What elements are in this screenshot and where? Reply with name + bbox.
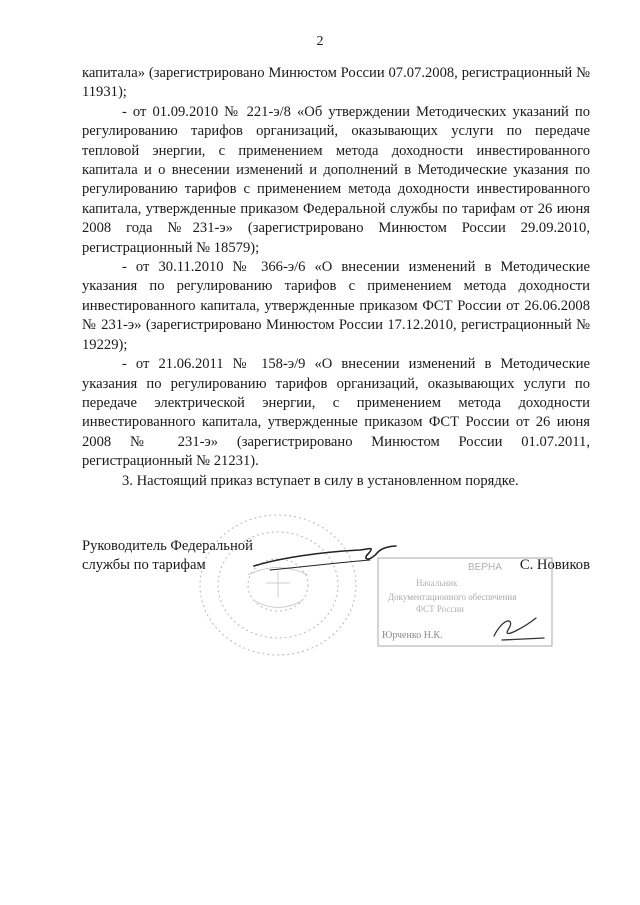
paragraph-4: - от 21.06.2011 № 158-э/9 «О внесении изменений в Методические указания по регулированию тарифов организаций, оказывающих услуги по передаче электрической энергии, с применением метода доходности инвестированного капитала, утвержденные приказом ФСТ России от 26 июня 2008 № 231-э» (зарегистрировано Минюстом России 01.07.2011, регистрационный № 21231). bbox=[82, 356, 590, 470]
stamp-signer: Юрченко Н.К. bbox=[382, 630, 443, 641]
paragraph-2: - от 01.09.2010 № 221-э/8 «Об утверждении Методических указаний по регулированию тарифов организаций, оказывающих услуги по передаче тепловой энергии, с применением метода доходности инвестированного капитала и о внесении изменений и дополнений в Методические указания по регулированию тарифов с применением метода доходности инвестированного капитала, утвержденные приказом Федеральной службы по тарифам от 26 июня 2008 года №231-э» (зарегистрировано Минюстом России 29.09.2010, регистрационный № 18579); bbox=[82, 103, 590, 256]
paragraph-3: - от 30.11.2010 № 366-э/6 «О внесении изменений в Методические указания по регулированию тарифов с применением метода доходности инвестированного капитала, утвержденные приказом ФСТ России от 26.06.2008 № 231-э» (зарегистрировано Минюстом России 17.12.2010, регистрационный № 19229); bbox=[82, 259, 590, 353]
stamp-line-2: Начальник bbox=[416, 578, 458, 588]
stamp-line-1: ВЕРНА bbox=[468, 562, 502, 573]
signatory-title-line-1: Руководитель Федеральной bbox=[82, 538, 253, 554]
paragraph-1: капитала» (зарегистрировано Минюстом России 07.07.2008, регистрационный № 11931); bbox=[82, 65, 590, 101]
signature-block bbox=[82, 537, 590, 667]
signatory-name: С. Новиков bbox=[519, 557, 590, 573]
stamp-line-3: Документационного обеспечения bbox=[388, 592, 517, 602]
paragraph-5: 3. Настоящий приказ вступает в силу в установленном порядке. bbox=[122, 472, 519, 489]
document-body bbox=[82, 64, 590, 491]
stamp-line-4: ФСТ России bbox=[416, 604, 464, 614]
page-number: 2 bbox=[316, 34, 324, 49]
signatory-title-line-2: службы по тарифам bbox=[82, 557, 206, 573]
